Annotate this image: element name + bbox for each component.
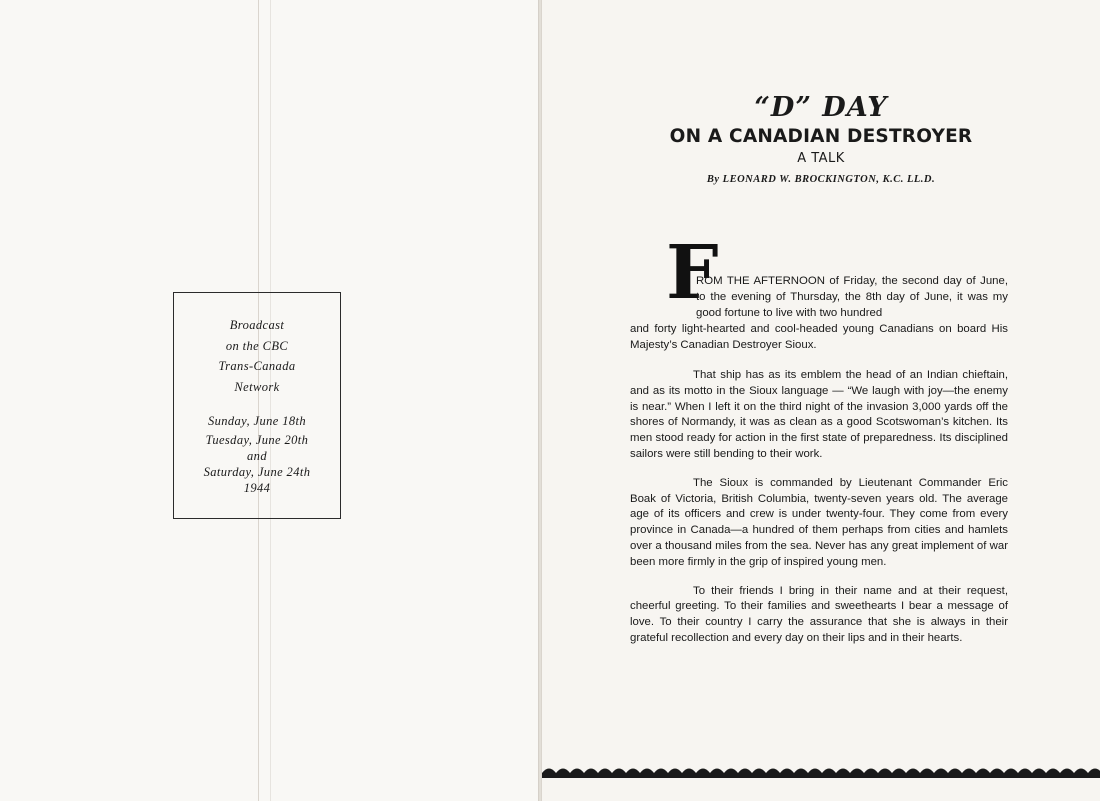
broadcast-info-box: [173, 292, 341, 519]
paragraph-1-continued: and forty light-hearted and cool-headed young Canadians on board His Majesty’s Canadian Destroyer Sioux.: [630, 323, 1008, 351]
broadcast-line: Network: [234, 379, 280, 394]
paragraph-2: That ship has as its emblem the head of an Indian chieftain, and as its motto in the Sioux language — “We laugh with joy—the enemy is near.” When I left it on the third night of the invasion 3,000 yards off the shores of Normandy, it was as clean as a good Scotswoman’s kitchen. Its men stood ready for action in the first state of preparedness. Its disciplined sailors were still bending to their work.: [630, 369, 1008, 460]
left-page: [0, 0, 540, 801]
broadcast-line: Trans-Canada: [218, 359, 296, 373]
document-byline: By LEONARD W. BROCKINGTON, K.C. LL.D.: [706, 174, 936, 185]
broadcast-date: and: [247, 448, 267, 463]
document-title: “D” DAY: [754, 92, 888, 123]
broadcast-date: Sunday, June 18th: [207, 414, 307, 428]
broadcast-date: Tuesday, June 20th: [205, 432, 309, 447]
paragraph-4: To their friends I bring in their name and at their request, cheerful greeting. To their families and sweethearts I bear a message of love. To their country I carry the assurance that she is always in their grateful recollection and every day on their lips and in their hearts.: [630, 584, 1008, 644]
broadcast-date: Saturday, June 24th: [203, 464, 311, 479]
paragraph-1-opening: ROM THE AFTERNOON of Friday, the second day of June, to the evening of Thursday, the 8th day of June, it was my good fortune to live with two hundred: [696, 275, 1008, 319]
broadcast-line: Broadcast: [229, 318, 285, 332]
document-subtitle: A TALK: [797, 151, 845, 166]
scalloped-border: [542, 764, 1100, 784]
body-paragraphs: [630, 368, 1008, 660]
document-title-line2: ON A CANADIAN DESTROYER: [669, 126, 973, 147]
broadcast-line: on the CBC: [225, 338, 289, 353]
paragraph-3: The Sioux is commanded by Lieutenant Commander Eric Boak of Victoria, British Columbia, twenty-seven years old. The average age of its officers and crew is under twenty-four. They come from every province in Canada—a hundred of them perhaps from cities and hamlets over a thousand miles from the sea. Never has any great implement of war been more firmly in the grip of inspired young men.: [630, 476, 1008, 568]
drop-cap: F: [666, 230, 719, 316]
right-page: [542, 0, 1100, 801]
broadcast-year: 1944: [243, 480, 271, 495]
